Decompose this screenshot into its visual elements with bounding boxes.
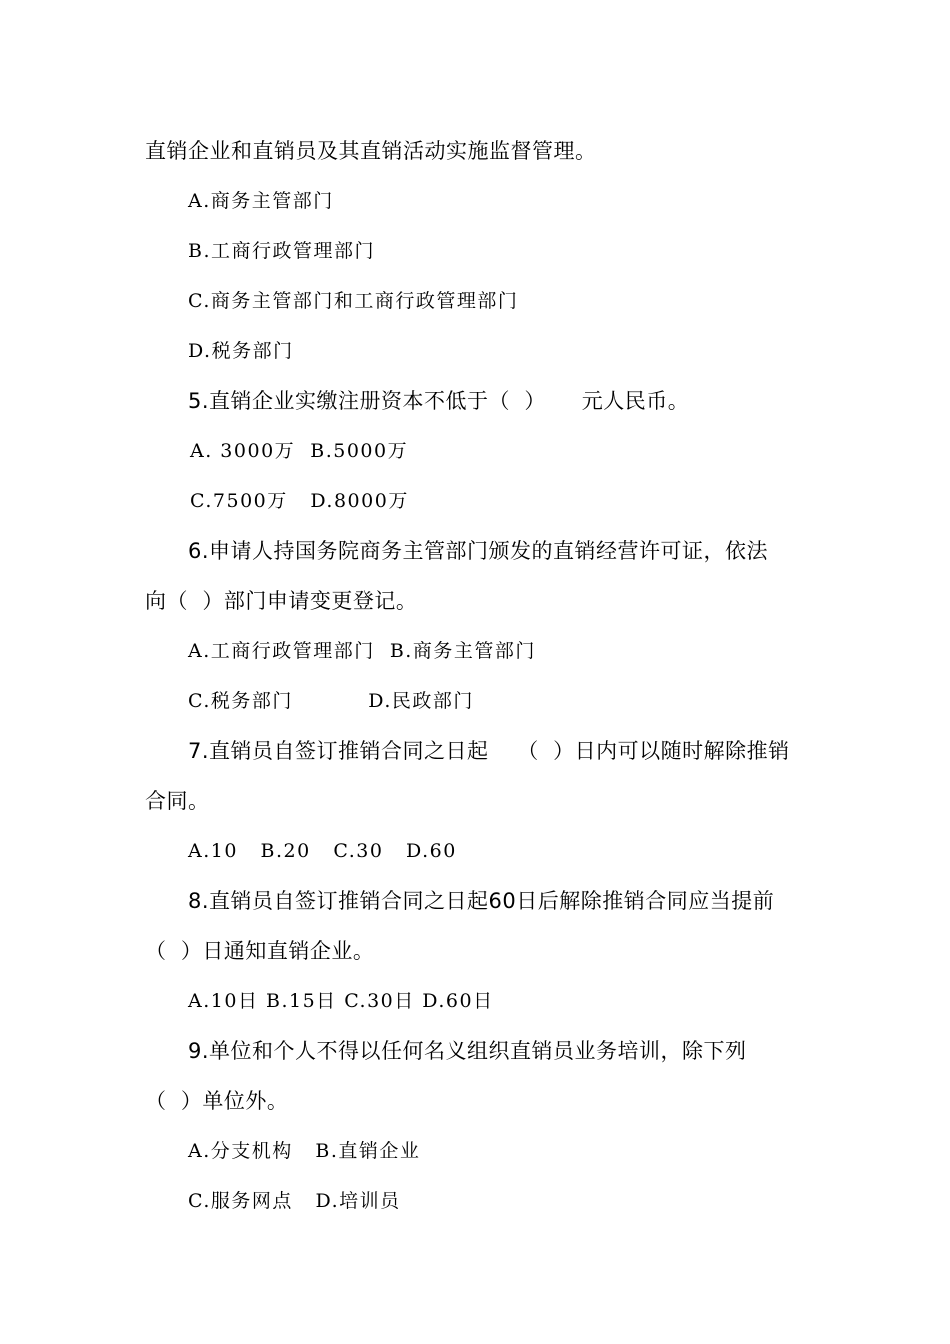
question-6-options-ab: A.工商行政管理部门 B.商务主管部门	[188, 640, 536, 662]
question-7-options: A.10 B.20 C.30 D.60	[188, 840, 457, 862]
question-9-line-2: （ ）单位外。	[145, 1089, 289, 1113]
question-9-options-cd: C.服务网点 D.培训员	[188, 1190, 401, 1212]
question-7-line-1: 7.直销员自签订推销合同之日起 （ ）日内可以随时解除推销	[188, 739, 790, 763]
option-line-d: D.税务部门	[188, 340, 294, 362]
question-8-line-2: （ ）日通知直销企业。	[145, 939, 375, 963]
question-9-line-1: 9.单位和个人不得以任何名义组织直销员业务培训，除下列	[188, 1039, 747, 1063]
question-5-options-cd: C.7500万 D.8000万	[190, 490, 409, 512]
question-8-options: A.10日 B.15日 C.30日 D.60日	[188, 990, 494, 1012]
question-6-line-2: 向（ ）部门申请变更登记。	[145, 589, 418, 613]
question-8-line-1: 8.直销员自签订推销合同之日起60日后解除推销合同应当提前	[188, 889, 775, 913]
text-line-1: 直销企业和直销员及其直销活动实施监督管理。	[145, 139, 597, 163]
question-6-options-cd: C.税务部门 D.民政部门	[188, 690, 474, 712]
question-5: 5.直销企业实缴注册资本不低于（ ） 元人民币。	[188, 389, 690, 413]
question-7-line-2: 合同。	[145, 789, 210, 813]
option-line-b: B.工商行政管理部门	[188, 240, 376, 262]
question-5-options-ab: A. 3000万 B.5000万	[190, 440, 409, 462]
question-9-options-ab: A.分支机构 B.直销企业	[188, 1140, 421, 1162]
option-line-c: C.商务主管部门和工商行政管理部门	[188, 290, 519, 312]
question-6-line-1: 6.申请人持国务院商务主管部门颁发的直销经营许可证，依法	[188, 539, 769, 563]
option-line-a: A.商务主管部门	[188, 190, 334, 212]
